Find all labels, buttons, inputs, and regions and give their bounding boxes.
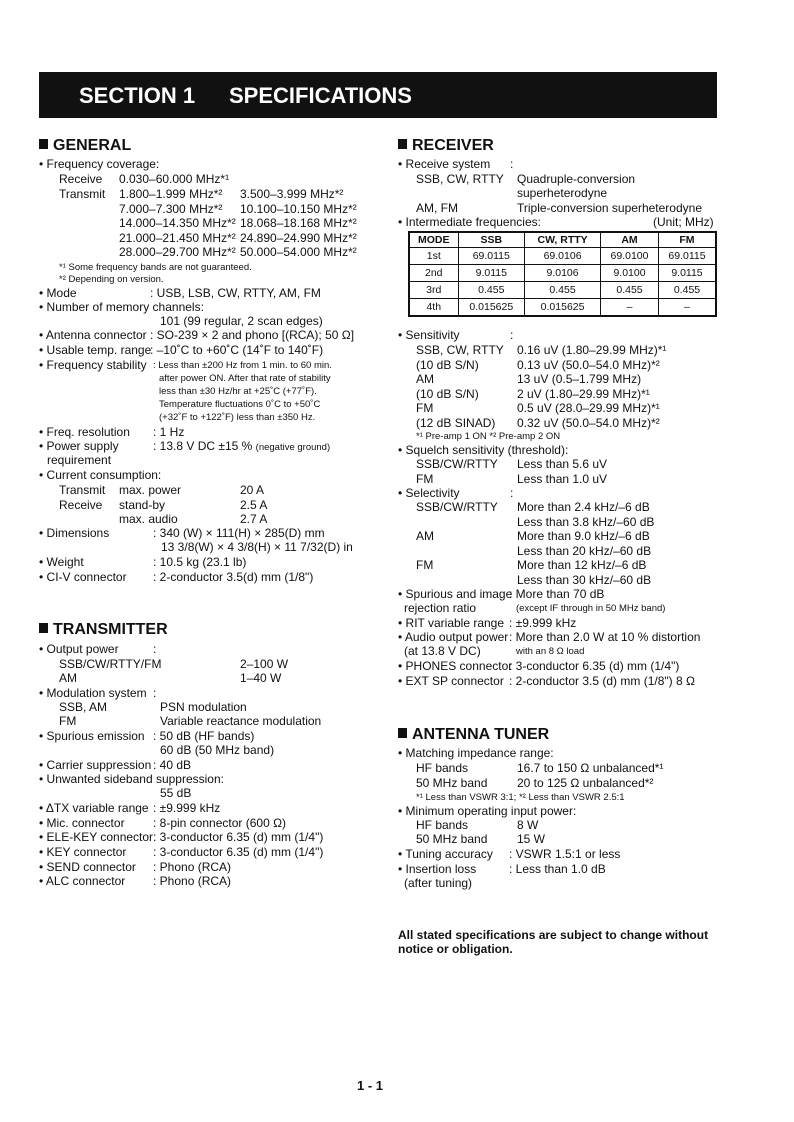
stability-label: • Frequency stability	[39, 358, 147, 372]
sensitivity-mode: SSB, CW, RTTY	[416, 343, 504, 357]
sensitivity-mode: AM	[416, 372, 434, 386]
stability-line-2: after power ON. After that rate of stability	[159, 373, 331, 384]
if-table-header: MODE	[409, 232, 458, 248]
if-table-header: SSB	[458, 232, 525, 248]
audio-label: • Audio output power	[398, 630, 509, 644]
transmit-range: 7.000–7.300 MHz*²	[119, 201, 223, 216]
selectivity-label: • Selectivity	[398, 486, 460, 500]
sq-mode-1: SSB/CW/RTTY	[416, 457, 498, 471]
elekey-value: : 3-conductor 6.35 (d) mm (1/4")	[153, 830, 324, 844]
spurious-image-value: : More than 70 dB	[509, 587, 605, 601]
sensitivity-mode: (10 dB S/N)	[416, 357, 479, 372]
note-1: *¹ Some frequency bands are not guaranteed.	[59, 262, 252, 273]
rs-value-2: superheterodyne	[517, 186, 608, 200]
if-table-cell: –	[658, 299, 716, 317]
section-title: SPECIFICATIONS	[229, 83, 412, 108]
mic-label: • Mic. connector	[39, 816, 125, 830]
if-table-cell: 0.455	[458, 282, 525, 299]
current-label: • Current consumption:	[39, 468, 162, 482]
alc-value: : Phono (RCA)	[153, 874, 232, 888]
sq-value-1: Less than 5.6 uV	[517, 457, 608, 471]
transmit-label: Transmit	[59, 187, 106, 201]
spurious-image-value-2: (except IF through in 50 MHz band)	[516, 603, 666, 614]
freq-coverage-label: • Frequency coverage:	[39, 157, 160, 171]
selectivity-colon: :	[510, 486, 514, 500]
if-unit: (Unit; MHz)	[653, 215, 714, 229]
if-label: • Intermediate frequencies:	[398, 215, 541, 229]
mo-band-1: HF bands	[416, 818, 469, 832]
send-value: : Phono (RCA)	[153, 860, 232, 874]
weight-label: • Weight	[39, 555, 84, 569]
transmit-range: 18.068–18.168 MHz*²	[240, 216, 357, 231]
if-table-cell: 69.0115	[458, 248, 525, 265]
sensitivity-value: 0.5 uV (28.0–29.99 MHz)*¹	[517, 401, 660, 415]
sensitivity-colon: :	[510, 328, 514, 342]
if-table-header: AM	[601, 232, 659, 248]
selectivity-value: More than 2.4 kHz/–6 dB	[517, 500, 650, 514]
unwanted-label: • Unwanted sideband suppression:	[39, 772, 224, 786]
table-row	[409, 282, 716, 299]
mod-mode-1: SSB, AM	[59, 700, 108, 714]
if-table-header: FM	[658, 232, 716, 248]
if-table-cell: 0.015625	[525, 299, 601, 317]
if-table-cell: 1st	[409, 248, 458, 265]
mic-value: : 8-pin connector (600 Ω)	[153, 816, 287, 830]
antenna-tuner-heading: ANTENNA TUNER	[398, 726, 549, 744]
mo-value-1: 8 W	[517, 818, 539, 832]
dtx-value: : ±9.999 kHz	[153, 801, 221, 815]
mode-value: : USB, LSB, CW, RTTY, AM, FM	[150, 286, 321, 300]
general-heading: GENERAL	[39, 137, 131, 155]
square-bullet-icon	[398, 139, 407, 149]
stability-line-4: Temperature fluctuations 0˚C to +50˚C	[159, 399, 321, 410]
send-label: • SEND connector	[39, 860, 136, 874]
current-row-condition: max. power	[119, 483, 182, 497]
if-table-cell: 9.0115	[658, 265, 716, 282]
selectivity-mode: SSB/CW/RTTY	[416, 500, 498, 514]
rs-value-1: Quadruple-conversion	[517, 172, 636, 186]
if-table-cell: 9.0100	[601, 265, 659, 282]
if-table-cell: 69.0106	[525, 248, 601, 265]
transmit-range: 14.000–14.350 MHz*²	[119, 216, 236, 231]
spurious-label: • Spurious emission	[39, 729, 145, 743]
matching-label: • Matching impedance range:	[398, 746, 554, 760]
sensitivity-mode: (10 dB S/N)	[416, 386, 479, 401]
receive-label: Receive	[59, 172, 103, 186]
mi-band-1: HF bands	[416, 761, 469, 775]
insertion-loss-label: • Insertion loss	[398, 862, 477, 876]
receive-system-colon: :	[510, 157, 514, 171]
transmit-range: 24.890–24.990 MHz*²	[240, 230, 357, 245]
audio-value-2: with an 8 Ω load	[516, 646, 585, 657]
current-row-condition: stand-by	[119, 497, 166, 512]
alc-label: • ALC connector	[39, 874, 126, 888]
modulation-colon: :	[153, 686, 157, 700]
stability-line-3: less than ±30 Hz/hr at +25˚C (+77˚F).	[159, 386, 317, 397]
selectivity-value: More than 12 kHz/–6 dB	[517, 558, 647, 572]
tuning-accuracy-label: • Tuning accuracy	[398, 847, 493, 861]
spurious-image-label: • Spurious and image	[398, 587, 513, 601]
page-number: 1 - 1	[357, 1078, 384, 1093]
spurious-value: : 50 dB (HF bands)	[153, 729, 255, 743]
mi-value-2: 20 to 125 Ω unbalanced*²	[517, 776, 654, 790]
receive-value: 0.030–60.000 MHz*¹	[119, 172, 230, 186]
selectivity-value: Less than 30 kHz/–60 dB	[517, 572, 652, 587]
power-supply-value: : 13.8 V DC ±15 % (negative ground)	[153, 439, 331, 453]
squelch-label: • Squelch sensitivity (threshold):	[398, 443, 569, 457]
power-supply-label: • Power supply	[39, 439, 119, 453]
selectivity-mode: AM	[416, 529, 434, 543]
if-table-cell: 9.0106	[525, 265, 601, 282]
stability-line-1: : Less than ±200 Hz from 1 min. to 60 min.	[153, 360, 332, 371]
dimensions-value: : 340 (W) × 111(H) × 285(D) mm	[153, 526, 325, 540]
insertion-loss-label-2: (after tuning)	[404, 876, 473, 890]
op-mode-2: AM	[59, 671, 77, 685]
if-table-cell: 0.455	[525, 282, 601, 299]
mod-mode-2: FM	[59, 714, 77, 728]
transmit-range: 28.000–29.700 MHz*²	[119, 245, 236, 260]
mo-band-2: 50 MHz band	[416, 832, 488, 846]
dtx-label: • ΔTX variable range	[39, 801, 149, 815]
if-table-cell: 69.0115	[658, 248, 716, 265]
square-bullet-icon	[39, 623, 48, 633]
carrier-label: • Carrier suppression	[39, 758, 152, 772]
selectivity-mode: FM	[416, 558, 434, 572]
phones-label: • PHONES connector	[398, 659, 513, 673]
sensitivity-value: 2 uV (1.80–29.99 MHz)*¹	[517, 386, 650, 401]
sq-mode-2: FM	[416, 472, 434, 486]
matching-note: *¹ Less than VSWR 3:1; *² Less than VSWR 2.5:1	[416, 792, 625, 803]
mo-value-2: 15 W	[517, 832, 546, 846]
insertion-loss-value: : Less than 1.0 dB	[509, 862, 606, 876]
spurious-value-2: 60 dB (50 MHz band)	[160, 743, 275, 757]
output-power-label: • Output power	[39, 642, 119, 656]
stability-line-5: (+32˚F to +122˚F) less than ±350 Hz.	[159, 412, 316, 423]
sensitivity-value: 0.32 uV (50.0–54.0 MHz)*²	[517, 415, 660, 430]
square-bullet-icon	[39, 139, 48, 149]
mi-band-2: 50 MHz band	[416, 776, 488, 790]
transmit-range: 3.500–3.999 MHz*²	[240, 187, 344, 201]
sensitivity-mode: FM	[416, 401, 434, 415]
resolution-value: : 1 Hz	[153, 425, 185, 439]
if-table-cell: 2nd	[409, 265, 458, 282]
mode-label: • Mode	[39, 286, 77, 300]
weight-value: : 10.5 kg (23.1 lb)	[153, 555, 247, 569]
sensitivity-value: 13 uV (0.5–1.799 MHz)	[517, 372, 642, 386]
if-table-cell: 0.455	[658, 282, 716, 299]
note-2: *² Depending on version.	[59, 274, 164, 285]
spurious-image-label-2: rejection ratio	[404, 601, 477, 615]
sensitivity-value: 0.13 uV (50.0–54.0 MHz)*²	[517, 357, 660, 372]
if-table-header: CW, RTTY	[525, 232, 601, 248]
section-banner	[39, 72, 717, 118]
current-row-condition: max. audio	[119, 512, 178, 526]
transmit-range: 10.100–10.150 MHz*²	[240, 201, 357, 216]
dimensions-label: • Dimensions	[39, 526, 110, 540]
extsp-label: • EXT SP connector	[398, 674, 504, 688]
mod-value-2: Variable reactance modulation	[160, 714, 322, 728]
rs-value-3: Triple-conversion superheterodyne	[517, 201, 702, 215]
extsp-value: : 2-conductor 3.5 (d) mm (1/8") 8 Ω	[509, 674, 695, 688]
if-table-cell: –	[601, 299, 659, 317]
rit-value: : ±9.999 kHz	[509, 616, 577, 630]
key-value: : 3-conductor 6.35 (d) mm (1/4")	[153, 845, 324, 859]
civ-label: • CI-V connector	[39, 570, 127, 584]
disclaimer-line-2: notice or obligation.	[398, 942, 513, 956]
current-row-label: Transmit	[59, 483, 106, 497]
modulation-label: • Modulation system	[39, 686, 147, 700]
audio-label-2: (at 13.8 V DC)	[404, 644, 481, 658]
temp-value: : –10˚C to +60˚C (14˚F to 140˚F)	[150, 343, 324, 357]
receive-system-label: • Receive system	[398, 157, 491, 171]
transmit-range: 1.800–1.999 MHz*²	[119, 187, 223, 201]
op-mode-1: SSB/CW/RTTY/FM	[59, 657, 162, 671]
selectivity-value: Less than 20 kHz/–60 dB	[517, 543, 652, 558]
section-number: SECTION 1	[79, 83, 196, 108]
selectivity-value: More than 9.0 kHz/–6 dB	[517, 529, 650, 543]
unwanted-value: 55 dB	[160, 786, 192, 800]
memory-label: • Number of memory channels:	[39, 300, 204, 314]
transmit-range: 21.000–21.450 MHz*²	[119, 230, 236, 245]
antenna-value: : SO-239 × 2 and phono [(RCA); 50 Ω]	[150, 328, 355, 342]
square-bullet-icon	[398, 728, 407, 738]
disclaimer-line-1: All stated specifications are subject to change without	[398, 928, 709, 942]
output-power-colon: :	[153, 642, 157, 656]
elekey-label: • ELE-KEY connector	[39, 830, 154, 844]
table-row	[409, 299, 716, 317]
sensitivity-label: • Sensitivity	[398, 328, 460, 342]
rs-mode-3: AM, FM	[416, 201, 458, 215]
rit-label: • RIT variable range	[398, 616, 505, 630]
carrier-value: : 40 dB	[153, 758, 192, 772]
sensitivity-note: *¹ Pre-amp 1 ON *² Pre-amp 2 ON	[416, 431, 561, 442]
table-row	[409, 265, 716, 282]
sq-value-2: Less than 1.0 uV	[517, 472, 608, 486]
rs-mode-1: SSB, CW, RTTY	[416, 172, 504, 186]
current-row-value: 2.7 A	[240, 512, 268, 526]
selectivity-value: Less than 3.8 kHz/–60 dB	[517, 514, 655, 529]
current-row-value: 2.5 A	[240, 497, 268, 512]
op-value-2: 1–40 W	[240, 671, 282, 685]
current-row-value: 20 A	[240, 483, 265, 497]
tuning-accuracy-value: : VSWR 1.5:1 or less	[509, 847, 621, 861]
sensitivity-mode: (12 dB SINAD)	[416, 415, 496, 430]
temp-label: • Usable temp. range	[39, 343, 152, 357]
if-table-cell: 69.0100	[601, 248, 659, 265]
op-value-1: 2–100 W	[240, 657, 289, 671]
if-table-cell: 0.455	[601, 282, 659, 299]
power-supply-label-2: requirement	[47, 453, 112, 467]
memory-value: 101 (99 regular, 2 scan edges)	[160, 314, 323, 328]
phones-value: : 3-conductor 6.35 (d) mm (1/4")	[509, 659, 680, 673]
if-table-cell: 3rd	[409, 282, 458, 299]
if-table	[408, 231, 717, 317]
sensitivity-value: 0.16 uV (1.80–29.99 MHz)*¹	[517, 343, 667, 357]
if-table-cell: 4th	[409, 299, 458, 317]
if-table-cell: 9.0115	[458, 265, 525, 282]
transmit-range: 50.000–54.000 MHz*²	[240, 245, 357, 260]
transmitter-heading: TRANSMITTER	[39, 621, 168, 639]
civ-value: : 2-conductor 3.5(d) mm (1/8")	[153, 570, 314, 584]
current-row-label: Receive	[59, 497, 103, 512]
antenna-label: • Antenna connector	[39, 328, 147, 342]
receiver-heading: RECEIVER	[398, 137, 494, 155]
table-row	[409, 248, 716, 265]
dimensions-value-2: 13 3/8(W) × 4 3/8(H) × 11 7/32(D) in	[161, 540, 353, 554]
resolution-label: • Freq. resolution	[39, 425, 130, 439]
min-input-label: • Minimum operating input power:	[398, 804, 577, 818]
mod-value-1: PSN modulation	[160, 700, 247, 714]
if-table-cell: 0.015625	[458, 299, 525, 317]
audio-value: : More than 2.0 W at 10 % distortion	[509, 630, 701, 644]
mi-value-1: 16.7 to 150 Ω unbalanced*¹	[517, 761, 664, 775]
key-label: • KEY connector	[39, 845, 127, 859]
